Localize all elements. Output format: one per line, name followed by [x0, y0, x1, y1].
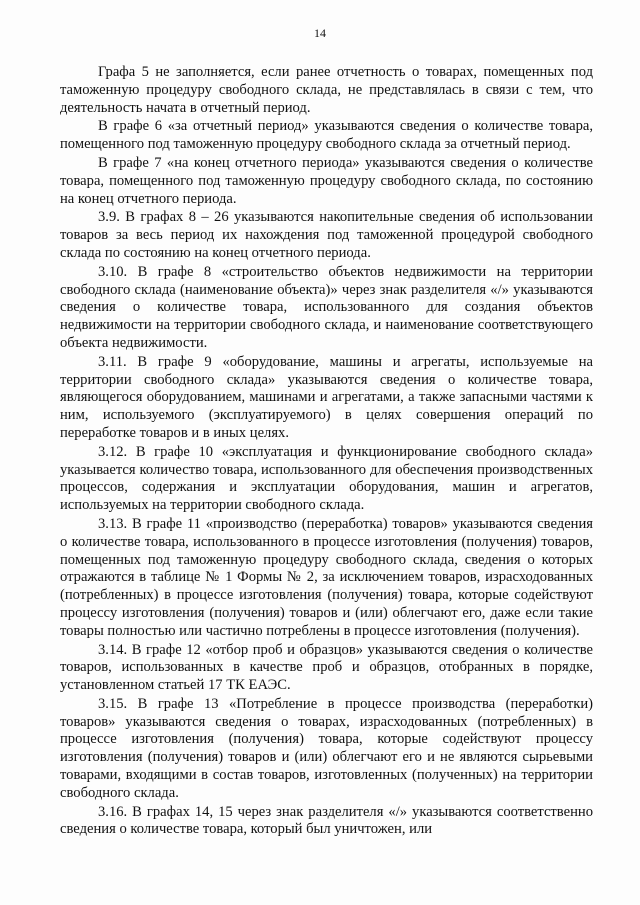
paragraph-3-10: 3.10. В графе 8 «строительство объектов недвижимости на территории свободного склада (наименование объекта)» через знак разделителя «/» указываются сведения о количестве товара, использованного для создания объектов недвижимости на территории свободного склада, и наименование соответствующего объекта недвижимости.: [60, 263, 593, 351]
page-number: 14: [314, 26, 326, 40]
paragraph-3-13: 3.13. В графе 11 «производство (переработка) товаров» указываются сведения о количестве товара, использованного в процессе изготовления (получения) товаров, помещенных под таможенную процедуру свободного склада, сведения о которых отражаются в таблице № 1 Формы № 2, за исключением товаров, израсходованных (потребленных) в процессе изготовления (получения) товара, которые содействуют процессу изготовления (получения) товаров и (или) облегчают его, даже если такие товары полностью или частично потреблены в процессе изготовления (получения).: [60, 515, 593, 639]
paragraph-3-16: 3.16. В графах 14, 15 через знак разделителя «/» указываются соответственно сведения о количестве товара, который был уничтожен, или: [60, 803, 593, 838]
paragraph-grafa-5: Графа 5 не заполняется, если ранее отчетность о товарах, помещенных под таможенную процедуру свободного склада, не представлялась в связи с тем, что деятельность начата в отчетный период.: [60, 64, 593, 116]
paragraph-grafa-7: В графе 7 «на конец отчетного периода» указываются сведения о количестве товара, помещенного под таможенную процедуру свободного склада, по состоянию на конец отчетного периода.: [60, 154, 593, 207]
paragraph-3-12: 3.12. В графе 10 «эксплуатация и функционирование свободного склада» указывается количество товара, использованного для обеспечения производственных процессов, содержания и эксплуатации оборудования, машин и агрегатов, используемых на территории свободного склада.: [60, 443, 593, 514]
document-body: [60, 64, 593, 839]
paragraph-3-15: 3.15. В графе 13 «Потребление в процессе производства (переработки) товаров» указываются сведения о товарах, израсходованных (потребленных) в процессе изготовления (получения) товара, которые содействуют процессу изготовления (получения) товаров и (или) облегчают его и не являются сырьевыми товарами, входящими в состав товаров, изготовленных (полученных) на территории свободного склада.: [60, 695, 593, 801]
paragraph-grafa-6: В графе 6 «за отчетный период» указываются сведения о количестве товара, помещенного под таможенную процедуру свободного склада за отчетный период.: [60, 118, 593, 153]
paragraph-3-14: 3.14. В графе 12 «отбор проб и образцов» указываются сведения о количестве товаров, использованных в качестве проб и образцов, отобранных в порядке, установленном статьей 17 ТК ЕАЭС.: [60, 641, 593, 694]
paragraph-3-11: 3.11. В графе 9 «оборудование, машины и агрегаты, используемые на территории свободного склада» указываются сведения о количестве товара, являющегося оборудованием, машинами и агрегатами, а также запасными частями к ним, используемого (эксплуатируемого) в целях совершения операций по переработке товаров и в иных целях.: [60, 353, 593, 441]
paragraph-3-9: 3.9. В графах 8 – 26 указываются накопительные сведения об использовании товаров за весь период их нахождения под таможенной процедурой свободного склада по состоянию на конец отчетного периода.: [60, 209, 593, 261]
